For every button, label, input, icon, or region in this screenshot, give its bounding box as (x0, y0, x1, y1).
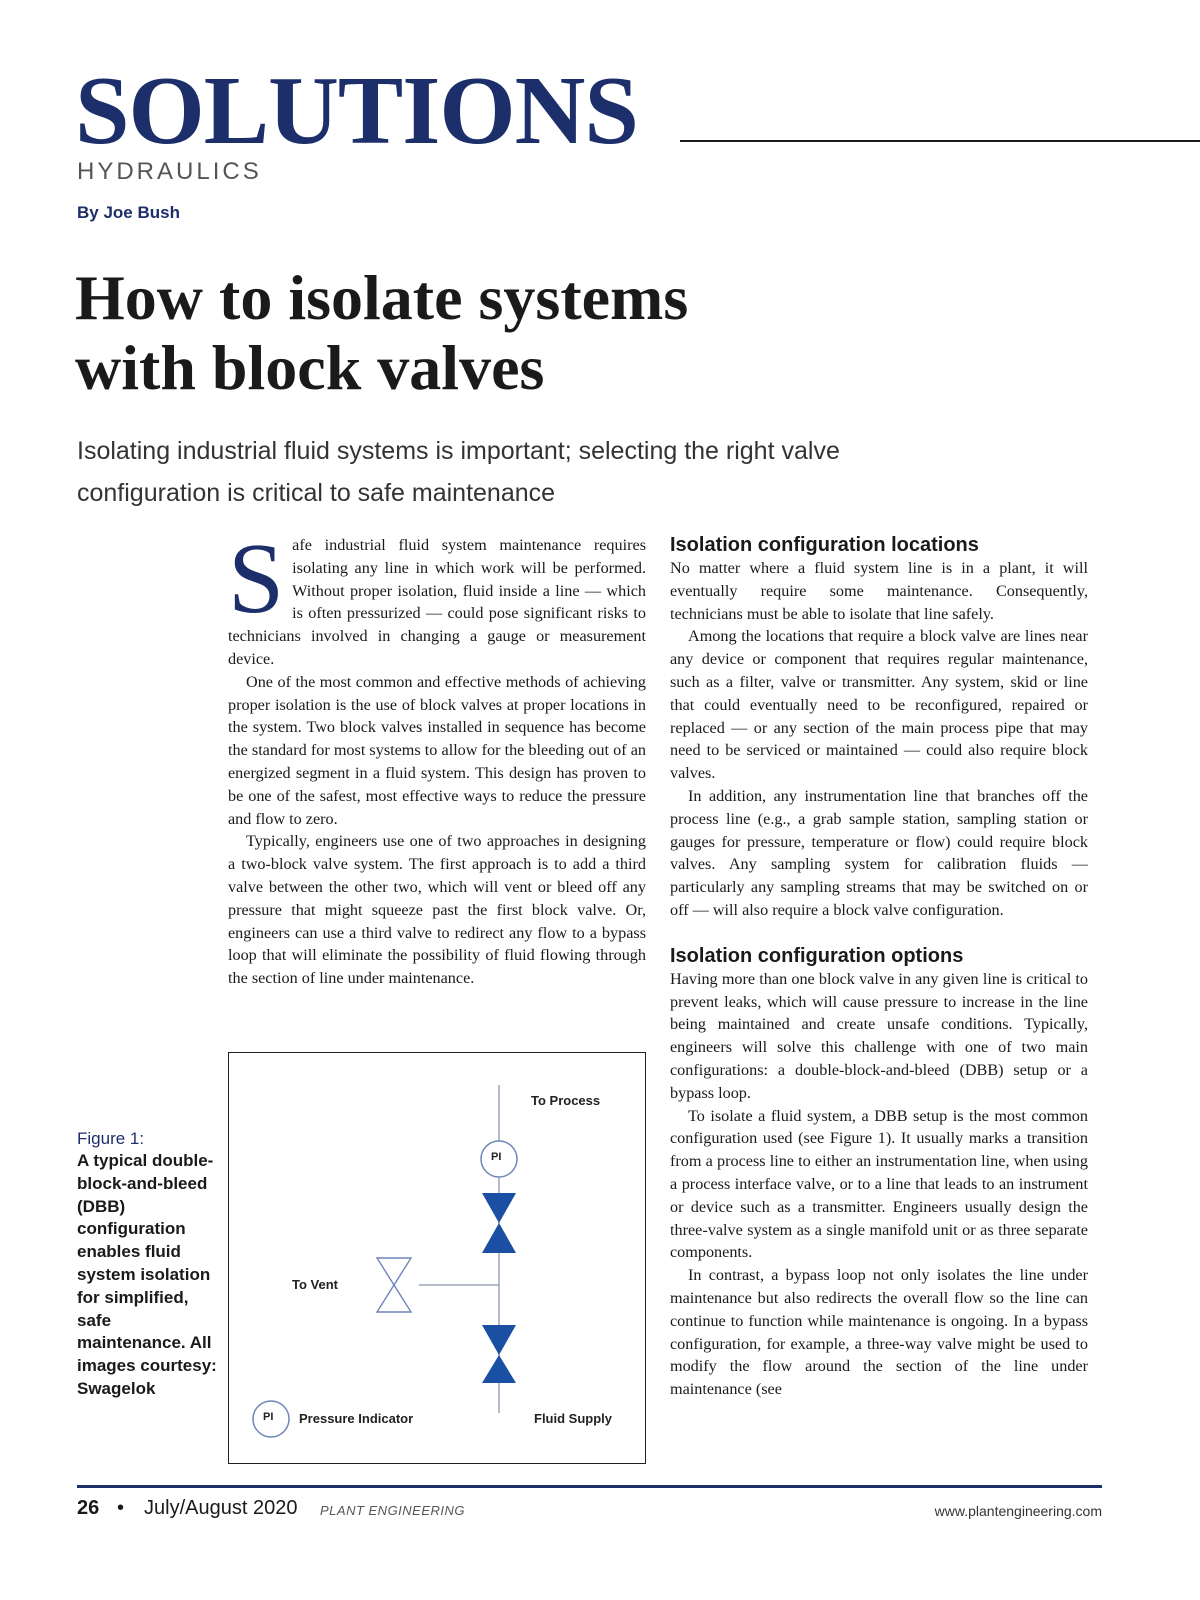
lower-block-valve-icon (482, 1325, 516, 1355)
section-title: SOLUTIONS (75, 57, 638, 165)
issue-date: July/August 2020 (144, 1497, 298, 1519)
headline-line-1: How to isolate systems (75, 262, 689, 333)
footer-divider (77, 1485, 1102, 1488)
page-footer (77, 1497, 1102, 1527)
body-paragraph: In addition, any instrumentation line that branches off the process line (e.g., a grab sample station, sampling station or gauges for pressure, temperature or flow) could require block valves. Any sampling system for calibration fluids — particularly any sampling streams that may be switched on or off — will also require a block valve configuration. (670, 786, 1088, 919)
lower-block-valve-icon-lower (482, 1355, 516, 1383)
subheading-options: Isolation configuration options (670, 944, 964, 967)
body-paragraph: Among the locations that require a block valve are lines near any device or component that requires regular maintenance, such as a filter, valve or transmitter. Any system, skid or line that could eventually need to be reconfigured, repaired or replaced — or any section of the main process pipe that may need to be serviced or maintained — could also require block valves. (670, 627, 1088, 783)
header-divider (680, 140, 1200, 142)
figure-dbb-diagram (228, 1052, 646, 1464)
website-url: www.plantengineering.com (934, 1503, 1102, 1519)
body-column-left (228, 522, 646, 990)
article-headline (75, 263, 975, 403)
body-paragraph (228, 522, 646, 671)
label-to-vent: To Vent (292, 1277, 338, 1292)
dbb-schematic (229, 1053, 645, 1463)
page-number: 26 (77, 1497, 100, 1519)
subheading-locations: Isolation configuration locations (670, 534, 979, 556)
body-paragraph: One of the most common and effective methods of achieving proper isolation is the use of block valves at proper locations in the system. Two block valves installed in sequence has become the standard for most systems to allow for the bleeding out of an energized segment in a fluid system. This design has proven to be one of the safest, most effective ways to reduce the pressure and flow to zero. (228, 672, 646, 828)
label-fluid-supply: Fluid Supply (534, 1411, 612, 1426)
author-byline: By Joe Bush (77, 203, 180, 222)
upper-block-valve-icon (482, 1193, 516, 1223)
body-paragraph: Typically, engineers use one of two approaches in designing a two-block valve system. The first approach is to add a third valve between the other two, which will vent or bleed off any pressure that might squeeze past the first block valve. Or, engineers can use a third valve to redirect any flow to a bypass loop that will eliminate the possibility of fluid flowing through the section of line under maintenance. (228, 832, 646, 988)
figure-caption-text: A typical double-block-and-bleed (DBB) configuration enables fluid system isolation for simplified, safe maintenance. All images courtesy: Swagelok (77, 1151, 217, 1398)
footer-bullet: • (117, 1497, 125, 1519)
section-subtitle: HYDRAULICS (77, 158, 262, 185)
drop-cap: S (228, 522, 285, 634)
figure-caption-title: Figure 1: (77, 1129, 145, 1148)
paragraph-text: afe industrial fluid system maintenance requires isolating any line in which work will be performed. Without proper isolation, fluid inside a line — which is often pressurized — could pose significant risks to technicians involved in changing a gauge or measurement device. (228, 536, 646, 668)
body-paragraph: In contrast, a bypass loop not only isolates the line under maintenance but also redirects the overall flow so the line can continue to function while maintenance is ongoing. In a bypass configuration, for example, a three-way valve might be used to modify the flow around the section of the line under maintenance (see (670, 1266, 1088, 1399)
bleed-valve-icon (377, 1258, 411, 1285)
label-legend-pi: PI (263, 1411, 274, 1423)
figure-caption (77, 1127, 217, 1401)
label-to-process: To Process (531, 1093, 601, 1108)
bleed-valve-icon-lower (377, 1285, 411, 1312)
label-pi-gauge: PI (491, 1151, 502, 1163)
publication-name: PLANT ENGINEERING (320, 1503, 466, 1518)
headline-line-2: with block valves (75, 332, 545, 403)
body-paragraph: No matter where a fluid system line is in a plant, it will eventually require some maintenance. Consequently, technicians must be able to isolate that line safely. (670, 559, 1088, 623)
body-paragraph: Having more than one block valve in any given line is critical to prevent leaks, which will cause pressure to increase in the line being maintained and create unsafe conditions. Typically, engineers will solve this challenge with one of two main configurations: a double-block-and-bleed (DBB) setup or a bypass loop. (670, 969, 1088, 1102)
label-pressure-indicator: Pressure Indicator (299, 1411, 414, 1426)
upper-block-valve-icon-lower (482, 1223, 516, 1253)
body-paragraph: To isolate a fluid system, a DBB setup is the most common configuration used (see Figure 1). It usually marks a transition from a process line to either an instrumentation line, when using a process interface valve, or to a line that leads to an instrument or device such as a transmitter. Engineers usually design the three-valve system as a single manifold unit or as three separate components. (670, 1106, 1088, 1262)
article-deck: Isolating industrial fluid systems is important; selecting the right valve configuration is critical to safe maintenance (77, 437, 840, 507)
body-column-right (670, 533, 1088, 1401)
